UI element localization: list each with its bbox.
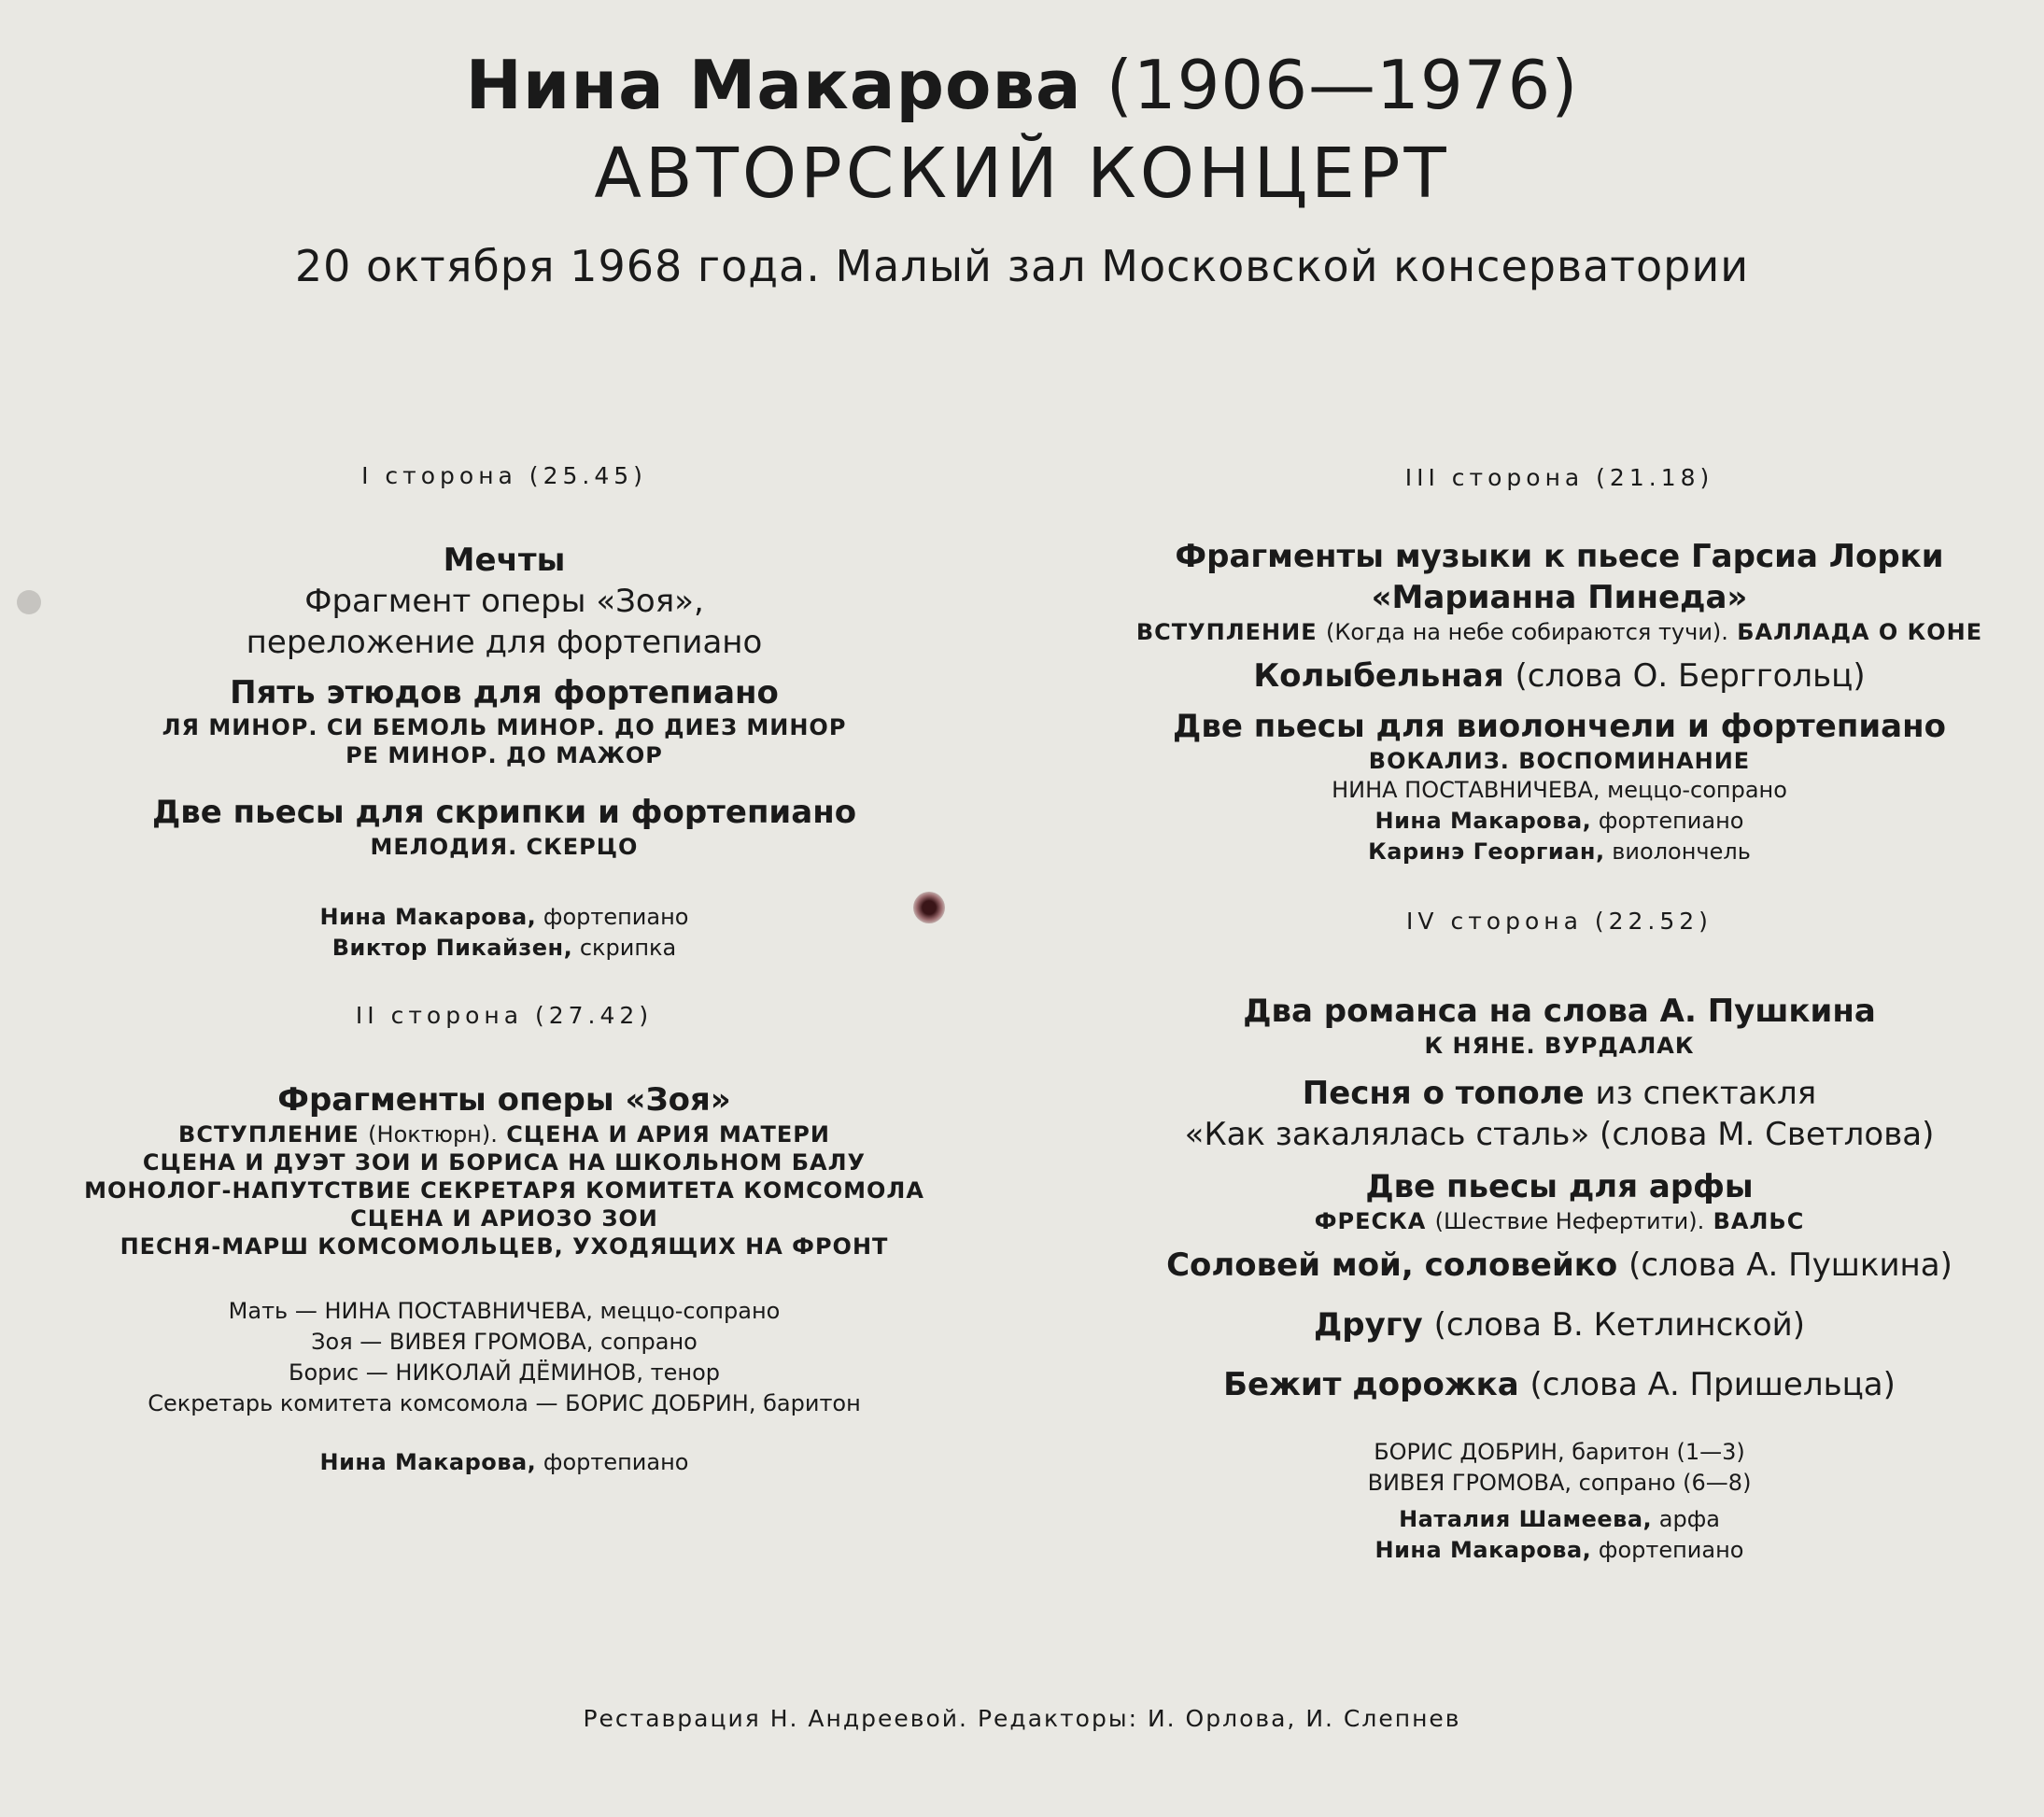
side3-work3-title: Две пьесы для виолончели и фортепиано [1173, 708, 1946, 745]
side4-work2 [1102, 1073, 2017, 1114]
performer-name: Каринэ Георгиан, [1368, 838, 1605, 865]
performer-role: виолончель [1612, 838, 1751, 865]
performer-name: Нина Макарова, [319, 1449, 537, 1475]
side1-work3-items: МЕЛОДИЯ. СКЕРЦО [370, 834, 639, 860]
side3-performer3 [1102, 837, 2017, 867]
line-part: (Шествие Нефертити). [1434, 1208, 1705, 1234]
work-title: Колыбельная [1253, 657, 1504, 695]
line-part: (Ноктюрн). [368, 1121, 498, 1148]
side-1-label: I сторона (25.45) [361, 462, 647, 489]
side2-work1-title: Фрагменты оперы «Зоя» [277, 1081, 731, 1119]
side2-line5: ПЕСНЯ-МАРШ КОМСОМОЛЬЦЕВ, УХОДЯЩИХ НА ФРОНТ [120, 1233, 889, 1260]
performer-name: Наталия Шамеева, [1399, 1506, 1653, 1532]
side1-work2-items1: ЛЯ МИНОР. СИ БЕМОЛЬ МИНОР. ДО ДИЕЗ МИНОР [162, 714, 847, 740]
side3-work3-items: ВОКАЛИЗ. ВОСПОМИНАНИЕ [1368, 748, 1751, 774]
side2-cast2: Зоя — ВИВЕЯ ГРОМОВА, сопрано [311, 1329, 698, 1355]
side-4-label: IV сторона (22.52) [1406, 908, 1713, 935]
composer-name: Нина Макарова [465, 46, 1082, 124]
side4-performer4 [1102, 1535, 2017, 1566]
side4-work3-title: Две пьесы для арфы [1365, 1168, 1754, 1205]
side2-cast4: Секретарь комитета комсомола — БОРИС ДОБРИН, баритон [148, 1390, 861, 1416]
side2-cast3: Борис — НИКОЛАЙ ДЁМИНОВ, тенор [289, 1359, 720, 1386]
work-title: Песня о тополе [1302, 1075, 1585, 1112]
line-part: ВАЛЬС [1713, 1208, 1805, 1234]
side3-work1-title1: Фрагменты музыки к пьесе Гарсиа Лорки [1175, 538, 1944, 575]
credits-footer: Реставрация Н. Андреевой. Редакторы: И. Орлова, И. Слепнев [583, 1705, 1461, 1732]
performer-role: арфа [1658, 1506, 1720, 1532]
center-hole [913, 892, 945, 923]
side2-line2: СЦЕНА И ДУЭТ ЗОИ И БОРИСА НА ШКОЛЬНОМ БАЛУ [142, 1149, 867, 1176]
line-part: БАЛЛАДА О КОНЕ [1737, 619, 1983, 645]
line-part: СЦЕНА И АРИЯ МАТЕРИ [506, 1121, 830, 1148]
side4-work4 [1102, 1245, 2017, 1286]
performer-role: скрипка [579, 935, 677, 961]
performer-name: Виктор Пикайзен, [331, 935, 573, 961]
side2-cast1: Мать — НИНА ПОСТАВНИЧЕВА, меццо-сопрано [228, 1298, 781, 1324]
side4-work5 [1102, 1304, 2017, 1345]
side3-work1-title2: «Марианна Пинеда» [1371, 579, 1748, 616]
side1-work1-subtitle1: Фрагмент оперы «Зоя», [304, 583, 704, 620]
work-title: Бежит дорожка [1223, 1366, 1519, 1403]
side3-performer1: НИНА ПОСТАВНИЧЕВА, меццо-сопрано [1332, 777, 1787, 803]
side1-performer1 [37, 902, 971, 933]
performer-name: Нина Макарова, [1374, 808, 1592, 834]
side1-work3-title: Две пьесы для скрипки и фортепиано [151, 794, 857, 831]
side3-work2 [1102, 655, 2017, 697]
work-title: Другу [1314, 1306, 1423, 1344]
side1-work1-title: Мечты [443, 542, 566, 579]
side4-performer1: БОРИС ДОБРИН, баритон (1—3) [1374, 1439, 1745, 1465]
performer-role: фортепиано [543, 904, 689, 930]
side-3-label: III сторона (21.18) [1404, 464, 1714, 491]
side3-work1-items [1102, 618, 2017, 646]
work-lyricist: (слова О. Берггольц) [1515, 657, 1866, 695]
side1-performer2 [37, 933, 971, 964]
line-part: (Когда на небе собираются тучи). [1325, 619, 1728, 645]
side3-performer2 [1102, 806, 2017, 837]
concert-title: АВТОРСКИЙ КОНЦЕРТ [594, 134, 1450, 214]
side1-work1-subtitle2: переложение для фортепиано [246, 624, 763, 661]
performer-name: Нина Макарова, [1374, 1537, 1592, 1563]
side-2-label: II сторона (27.42) [355, 1002, 654, 1029]
performer-role: фортепиано [543, 1449, 689, 1475]
concert-date-venue: 20 октября 1968 года. Малый зал Московской консерватории [294, 241, 1750, 291]
side4-work6 [1102, 1364, 2017, 1405]
line-part: ФРЕСКА [1314, 1208, 1427, 1234]
right-column [1102, 461, 2017, 1566]
side4-performer2: ВИВЕЯ ГРОМОВА, сопрано (6—8) [1367, 1470, 1752, 1496]
performer-name: Нина Макарова, [319, 904, 537, 930]
header [0, 45, 2044, 299]
left-column [37, 459, 971, 1478]
side4-work3-items [1102, 1207, 2017, 1235]
side4-work2-subtitle: «Как закалялась сталь» (слова М. Светлова) [1184, 1116, 1935, 1153]
work-source: из спектакля [1595, 1075, 1817, 1112]
line-part: ВСТУПЛЕНИЕ [178, 1121, 359, 1148]
performer-role: фортепиано [1598, 1537, 1744, 1563]
side4-performer3 [1102, 1504, 2017, 1535]
side4-work1-items: К НЯНЕ. ВУРДАЛАК [1424, 1033, 1695, 1059]
side1-work2-title: Пять этюдов для фортепиано [230, 674, 779, 711]
composer-heading [0, 45, 2044, 125]
side1-work2-items2: РЕ МИНОР. ДО МАЖОР [345, 742, 663, 768]
side4-work1-title: Два романса на слова А. Пушкина [1243, 993, 1876, 1030]
side2-line4: СЦЕНА И АРИОЗО ЗОИ [350, 1205, 658, 1232]
composer-years: (1906—1976) [1106, 46, 1579, 124]
line-part: ВСТУПЛЕНИЕ [1135, 619, 1318, 645]
performer-role: фортепиано [1598, 808, 1744, 834]
work-lyricist: (слова В. Кетлинской) [1433, 1306, 1805, 1344]
side2-line1 [37, 1120, 971, 1148]
side2-performer [37, 1447, 971, 1478]
side2-line3: МОНОЛОГ-НАПУТСТВИЕ СЕКРЕТАРЯ КОМИТЕТА КОМСОМОЛА [84, 1177, 924, 1204]
work-title: Соловей мой, соловейко [1166, 1247, 1618, 1284]
work-lyricist: (слова А. Пришельца) [1529, 1366, 1896, 1403]
work-lyricist: (слова А. Пушкина) [1628, 1247, 1952, 1284]
